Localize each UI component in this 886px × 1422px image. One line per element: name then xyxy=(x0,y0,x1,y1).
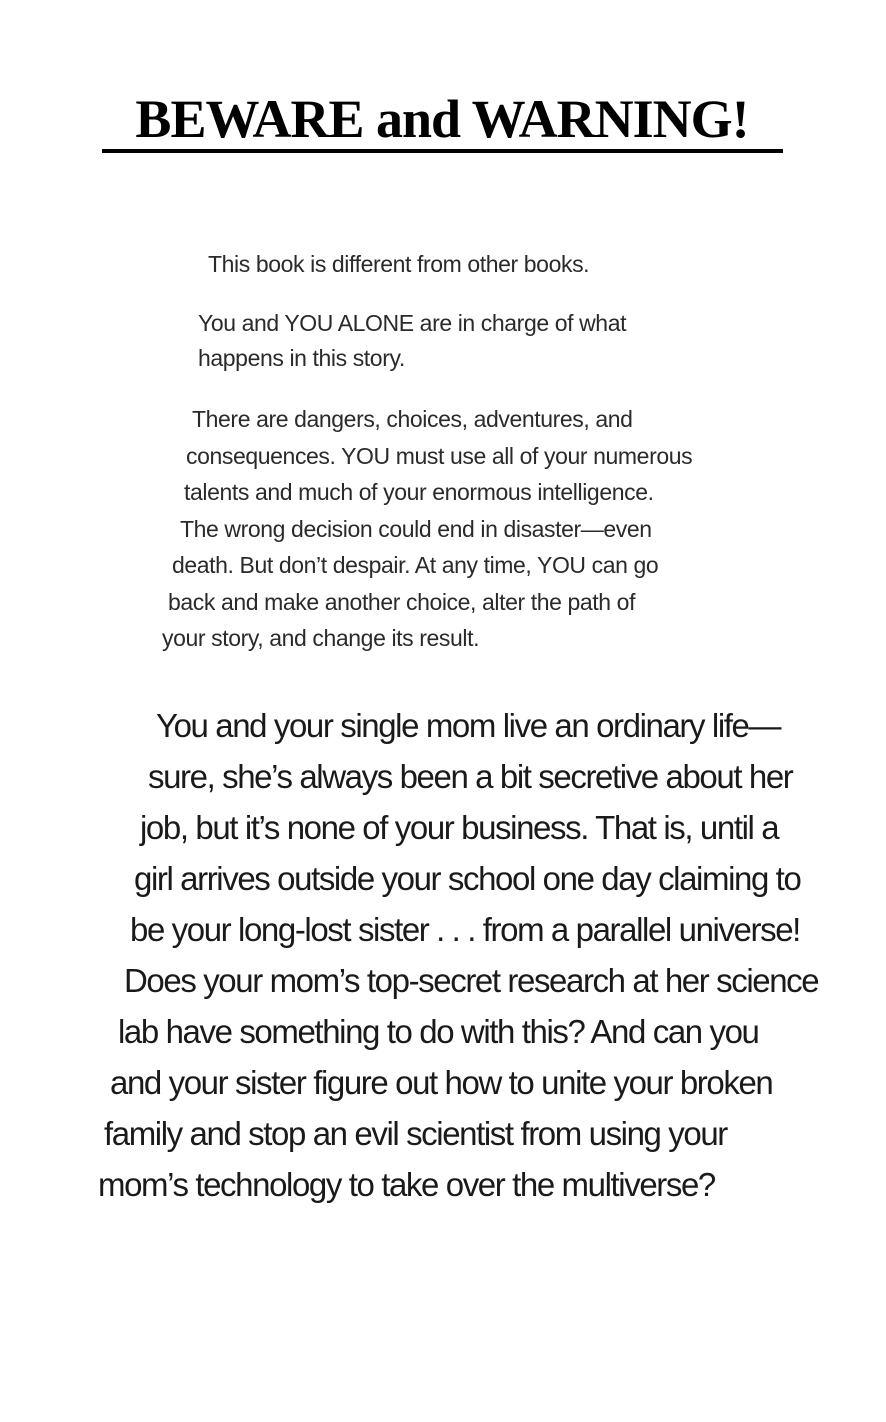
warning-paragraph-3 xyxy=(162,401,736,657)
title-underline xyxy=(102,149,783,153)
warning-line: The wrong decision could end in disaster—even xyxy=(180,515,652,542)
back-cover-blurb xyxy=(98,700,819,1210)
warning-line: You and YOU ALONE are in charge of what xyxy=(198,310,627,336)
warning-line: your story, and change its result. xyxy=(162,625,480,651)
blurb-line: and your sister figure out how to unite your broken xyxy=(110,1064,773,1101)
warning-line: This book is different from other books. xyxy=(208,251,590,277)
warning-line: happens in this story. xyxy=(198,345,405,371)
warning-line: back and make another choice, alter the path of xyxy=(168,588,636,615)
blurb-line: sure, she’s always been a bit secretive about her xyxy=(148,758,793,795)
blurb-line: be your long-lost sister . . . from a parallel universe! xyxy=(130,911,800,948)
blurb-line: mom’s technology to take over the multiverse? xyxy=(98,1166,715,1203)
page-title: BEWARE and WARNING! xyxy=(135,89,749,149)
blurb-line: family and stop an evil scientist from using your xyxy=(104,1115,727,1152)
blurb-line: You and your single mom live an ordinary life— xyxy=(156,707,781,744)
warning-paragraph-1 xyxy=(208,247,728,282)
blurb-line: job, but it’s none of your business. That is, until a xyxy=(140,809,779,846)
warning-line: death. But don’t despair. At any time, YOU can go xyxy=(172,552,659,578)
warning-line: talents and much of your enormous intelligence. xyxy=(184,479,654,505)
warning-line: There are dangers, choices, adventures, and xyxy=(192,406,633,432)
blurb-line: girl arrives outside your school one day claiming to xyxy=(134,860,801,897)
blurb-line: Does your mom’s top-secret research at her science xyxy=(124,962,819,999)
warning-paragraph-2 xyxy=(198,306,710,376)
blurb-line: lab have something to do with this? And can you xyxy=(118,1013,759,1050)
warning-line: consequences. YOU must use all of your numerous xyxy=(186,442,693,469)
